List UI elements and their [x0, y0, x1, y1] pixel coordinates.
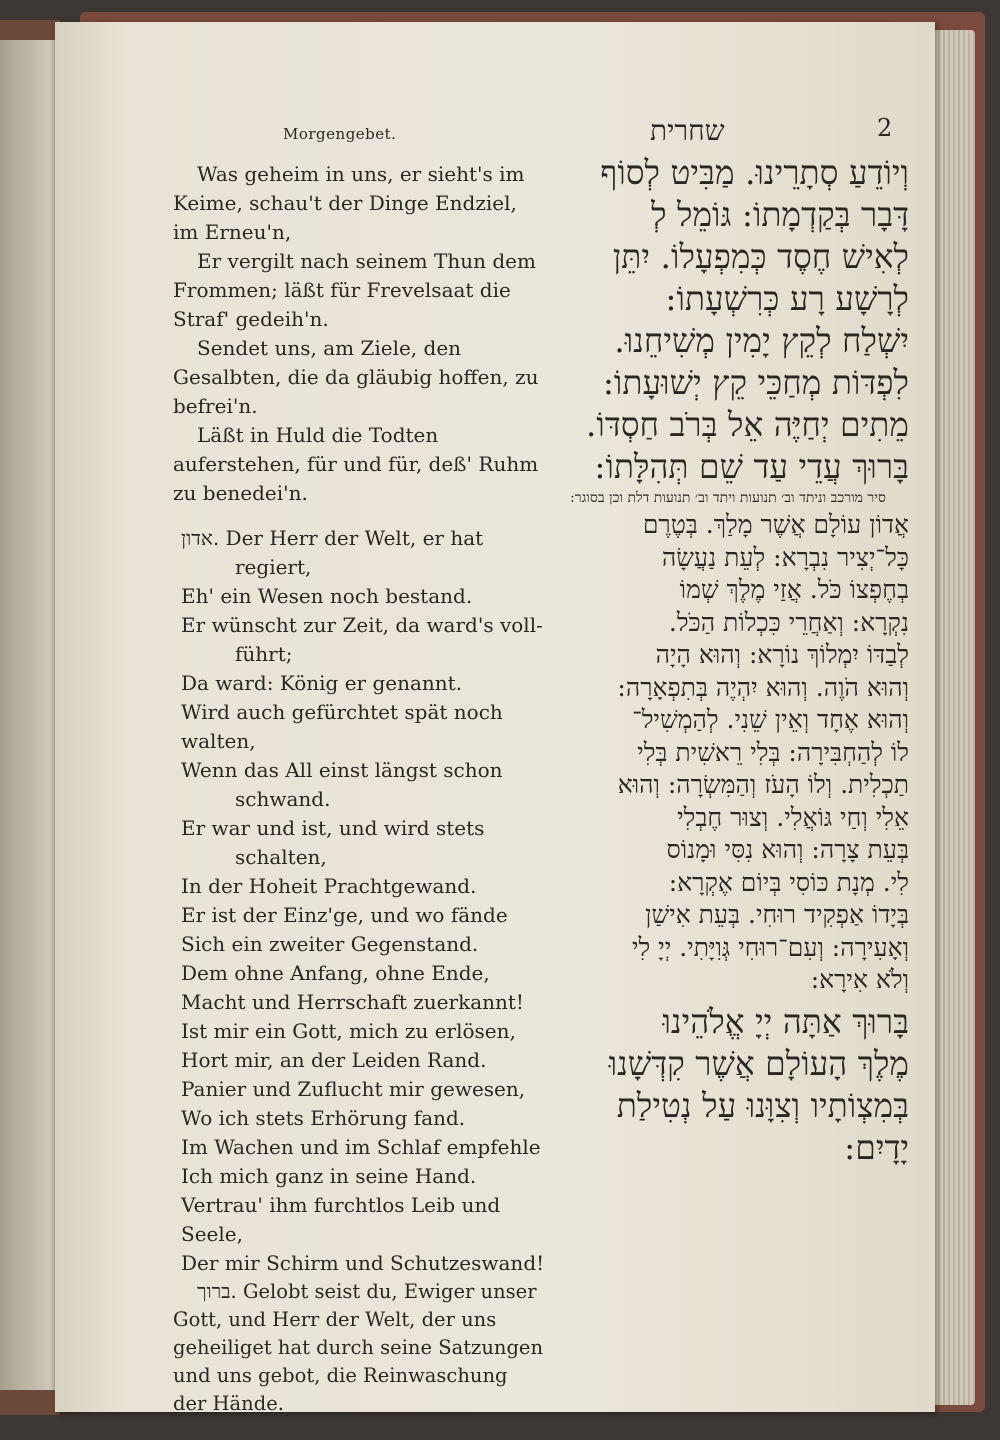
book-page	[55, 22, 935, 1415]
running-header-hebrew: שחרית	[650, 114, 725, 147]
poem-line: Wo ich stets Erhörung fand.	[181, 1106, 466, 1130]
hebrew-line: וְהוּא הֹוֶה. וְהוּא יִהְיֶה בְּתִפְאָרָה:	[617, 672, 909, 702]
poem-line: Dem ohne Anfang, ohne Ende,	[181, 961, 490, 985]
hebrew-line: לְבַדּוֹ יִמְלוֹךְ נוֹרָא: וְהוּא הָיָה	[655, 640, 909, 669]
poem-line: Ist mir ein Gott, mich zu erlösen,	[181, 1019, 516, 1043]
hebrew-column	[547, 152, 909, 1169]
hebrew-line: לְאִישׁ חֶסֶד כְּמִפְעָלוֹ. יִתֵּן	[612, 237, 909, 276]
hebrew-line: אֵלִי וְחַי גּוֹאֲלִי. וְצוּר חֶבְלִי	[677, 802, 909, 832]
poem-line: Da ward: König er genannt.	[181, 671, 463, 695]
poem-line: Wenn das All einst längst schon	[181, 758, 503, 782]
poem-line: Der mir Schirm und Schutzeswand!	[181, 1251, 545, 1275]
poem-line: Ich mich ganz in seine Hand.	[181, 1164, 477, 1188]
poem-line: Sich ein zweiter Gegenstand.	[181, 932, 479, 956]
poem-line: regiert,	[235, 555, 312, 579]
hebrew-line: יִשְׁלַח לְקֵץ יָמִין מְשִׁיחֵנוּ.	[614, 321, 909, 360]
hebrew-line: לוֹ לְהַחְבִּירָה: בְּלִי רֵאשִׁית בְּלִי	[637, 737, 909, 767]
german-paragraph: Sendet uns, am Ziele, den Gesalbten, die da gläubig hoffen, zu befrei'n.	[173, 336, 539, 418]
adon-olam-poem	[173, 524, 545, 1278]
hebrew-line: וְאָעִירָה: וְעִם־רוּחִי גְּוִיָּתִי. יְיָ לִי	[631, 932, 909, 962]
hebrew-line: מֵתִים יְחַיֶּה אֵל בְּרֹב חַסְדּוֹ.	[585, 405, 909, 444]
hebrew-line: בְחֶפְצוֹ כֹּל. אֲזַי מֶלֶךְ שְׁמוֹ	[679, 575, 909, 604]
hebrew-line: בָּרוּךְ אַתָּה יְיָ אֱלֹהֵינוּ	[662, 1001, 909, 1041]
poem-line: schwand.	[235, 787, 331, 811]
poem-line: In der Hoheit Prachtgewand.	[181, 874, 477, 898]
hebrew-line: לִפְדּוֹת מְחַכֵּי קֵץ יְשׁוּעָתוֹ:	[602, 363, 909, 402]
poem-line: Panier und Zuflucht mir gewesen,	[181, 1077, 526, 1101]
page-number: 2	[877, 114, 893, 142]
poem-line: Macht und Herrschaft zuerkannt!	[181, 990, 524, 1014]
poem-line: Wird auch gefürchtet spät noch walten,	[181, 700, 503, 753]
poem-line: Vertrau' ihm furchtlos Leib und Seele,	[181, 1193, 501, 1246]
hebrew-line: מֶלֶךְ הָעוֹלָם אֲשֶׁר קִדְּשָׁנוּ	[608, 1043, 909, 1083]
meter-note: סיר מורכב וניתד וב׳ תנועות ויתד וב׳ תנועות דלת וכן בסוגר:	[570, 490, 886, 506]
hebrew-line: בְּעֵת צָרָה: וְהוּא נִסִּי וּמָנוֹס	[666, 835, 909, 864]
poem-line: Er wünscht zur Zeit, da ward's voll-	[181, 613, 543, 637]
hebrew-block-blessing	[547, 1001, 909, 1169]
hebrew-line: דָּבָר בְּקַדְמָתוֹ: גּוֹמֵל לְ	[651, 195, 909, 234]
hebrew-line: כָּל־יְצִיר נִבְרָא: לְעֵת נַעֲשָׂה	[661, 542, 909, 572]
hebrew-line: תַכְלִית. וְלוֹ הָעֹז וְהַמִּשְׂרָה: וְהוּא	[617, 770, 909, 799]
german-paragraph: Er vergilt nach seinem Thun dem Frommen; läßt für Frevelsaat die Straf' gedeih'n.	[173, 249, 536, 331]
hebrew-line: לְרָשָׁע רָע כְּרִשְׁעָתוֹ:	[665, 279, 909, 318]
hebrew-line: לִי. מְנָת כּוֹסִי בְּיוֹם אֶקְרָא:	[668, 867, 909, 897]
poem-line: Er ist der Einz'ge, und wo fände	[181, 903, 508, 927]
hebrew-block-adon-olam	[547, 509, 909, 997]
german-paragraph: Was geheim in uns, er sieht's im Keime, schau't der Dinge Endziel, im Erneu'n,	[173, 162, 525, 244]
german-column	[173, 160, 545, 1418]
running-header-german: Morgengebet.	[283, 125, 397, 143]
poem-line: Im Wachen und im Schlaf empfehle	[181, 1135, 541, 1159]
poem-line: Er war und ist, und wird stets	[181, 816, 485, 840]
poem-line: führt;	[235, 642, 293, 666]
hebrew-line: נִקְרָא: וְאַחֲרֵי כִּכְלוֹת הַכֹּל.	[668, 607, 909, 637]
hebrew-line: בְּמִצְוֹתָיו וְצִוָּנוּ עַל נְטִילַת	[616, 1085, 909, 1125]
hebrew-line: וְלֹא אִירָא:	[810, 965, 909, 994]
hebrew-line: בָּרוּךְ עֲדֵי עַד שֵׁם תְּהִלָּתוֹ:	[594, 447, 909, 486]
poem-line: אדון. Der Herr der Welt, er hat	[181, 526, 484, 550]
hebrew-line: אֲדוֹן עוֹלָם אֲשֶׁר מָלַךְ. בְּטֶרֶם	[642, 510, 909, 539]
poem-line: Hort mir, an der Leiden Rand.	[181, 1048, 487, 1072]
hebrew-block-top	[547, 152, 909, 488]
blessing-translation: ברוך. Gelobt seist du, Ewiger unser Gott, und Herr der Welt, der uns geheiliget hat durch seine Satzungen und uns gebot, die Reinwaschung der Hände.	[173, 1280, 544, 1415]
poem-line: Eh' ein Wesen noch bestand.	[181, 584, 473, 608]
hebrew-line: בְּיָדוֹ אַפְקִיד רוּחִי. בְּעֵת אִישַׁן	[645, 900, 909, 929]
hebrew-line: וְהוּא אֶחָד וְאֵין שֵׁנִי. לְהַמְשִׁיל־	[632, 705, 909, 734]
german-paragraph: Läßt in Huld die Todten auferstehen, für und für, deß' Ruhm zu benedei'n.	[173, 423, 539, 505]
hebrew-line: וְיוֹדֵעַ סְתָרֵינוּ. מַבִּיט לְסוֹף	[600, 153, 909, 192]
poem-line: schalten,	[235, 845, 327, 869]
hebrew-line: יָדָיִם:	[844, 1127, 909, 1167]
